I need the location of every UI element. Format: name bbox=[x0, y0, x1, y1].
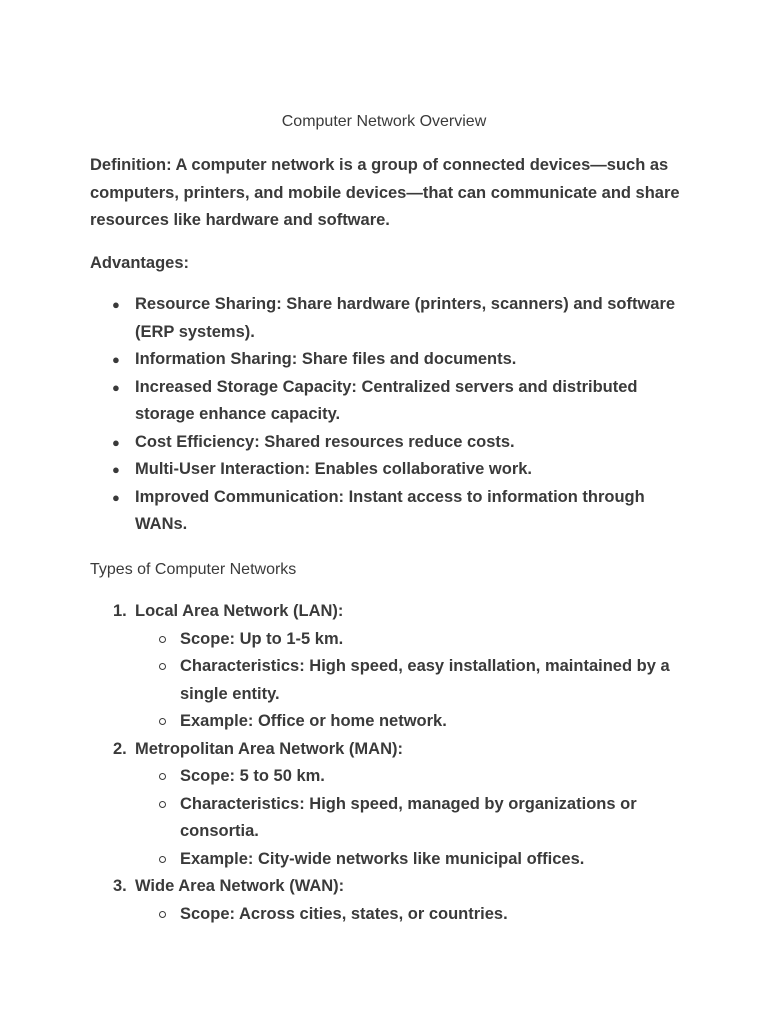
detail-text: Example: Office or home network. bbox=[180, 712, 447, 730]
bullet-icon: ● bbox=[112, 489, 120, 505]
advantage-item bbox=[90, 291, 690, 346]
document-title: Computer Network Overview bbox=[281, 113, 487, 130]
definition-paragraph: Definition: A computer network is a group of connected devices—such as computers, printers, and mobile devices—that can communicate and share resources like hardware and software. bbox=[90, 156, 680, 229]
detail-text: Scope: Up to 1-5 km. bbox=[180, 629, 344, 648]
network-types-list bbox=[90, 598, 690, 928]
detail-text: Characteristics: High speed, managed by organizations or consortia. bbox=[180, 794, 637, 840]
detail-item bbox=[135, 708, 690, 736]
network-type-name: Wide Area Network (WAN): bbox=[135, 877, 345, 895]
network-type-details bbox=[135, 763, 690, 873]
bullet-icon: ● bbox=[112, 434, 120, 450]
list-number: 1. bbox=[113, 602, 127, 620]
list-number: 3. bbox=[113, 877, 127, 895]
bullet-icon: ● bbox=[112, 352, 120, 367]
advantage-text: Increased Storage Capacity: Centralized servers and distributed storage enhance capacity. bbox=[135, 377, 638, 423]
detail-item bbox=[135, 626, 690, 654]
advantage-item bbox=[90, 484, 690, 539]
hollow-bullet-icon bbox=[159, 636, 166, 643]
hollow-bullet-icon bbox=[159, 856, 166, 863]
advantage-item bbox=[90, 429, 690, 457]
network-type-name: Local Area Network (LAN): bbox=[135, 602, 344, 620]
network-type-item bbox=[90, 598, 690, 736]
detail-item bbox=[135, 901, 690, 929]
detail-text: Characteristics: High speed, easy installation, maintained by a single entity. bbox=[180, 657, 670, 703]
types-heading: Types of Computer Networks bbox=[90, 561, 297, 578]
detail-item bbox=[135, 791, 690, 846]
advantage-item bbox=[90, 456, 690, 484]
advantages-heading: Advantages: bbox=[90, 254, 190, 272]
advantage-text: Improved Communication: Instant access to information through WANs. bbox=[135, 487, 645, 533]
detail-text: Scope: Across cities, states, or countries. bbox=[180, 904, 508, 923]
list-number: 2. bbox=[113, 739, 127, 758]
detail-item bbox=[135, 846, 690, 874]
hollow-bullet-icon bbox=[159, 911, 166, 918]
bullet-icon: ● bbox=[112, 297, 120, 312]
network-type-details bbox=[135, 901, 690, 929]
network-type-item bbox=[90, 736, 690, 874]
advantage-text: Information Sharing: Share files and documents. bbox=[135, 350, 517, 368]
advantage-text: Multi-User Interaction: Enables collaborative work. bbox=[135, 460, 533, 478]
advantage-text: Cost Efficiency: Shared resources reduce costs. bbox=[135, 432, 515, 451]
detail-item bbox=[135, 653, 690, 708]
network-type-details bbox=[135, 626, 690, 736]
bullet-icon: ● bbox=[112, 379, 120, 395]
network-type-item bbox=[90, 873, 690, 928]
detail-text: Scope: 5 to 50 km. bbox=[180, 767, 325, 785]
advantage-item bbox=[90, 374, 690, 429]
hollow-bullet-icon bbox=[159, 663, 166, 670]
hollow-bullet-icon bbox=[159, 718, 166, 725]
bullet-icon: ● bbox=[112, 462, 120, 477]
advantages-list bbox=[90, 291, 690, 539]
hollow-bullet-icon bbox=[159, 773, 166, 780]
advantage-text: Resource Sharing: Share hardware (printers, scanners) and software (ERP systems). bbox=[135, 295, 676, 341]
hollow-bullet-icon bbox=[159, 801, 166, 808]
detail-text: Example: City-wide networks like municipal offices. bbox=[180, 849, 585, 868]
advantage-item bbox=[90, 346, 690, 374]
network-type-name: Metropolitan Area Network (MAN): bbox=[135, 739, 403, 758]
detail-item bbox=[135, 763, 690, 791]
